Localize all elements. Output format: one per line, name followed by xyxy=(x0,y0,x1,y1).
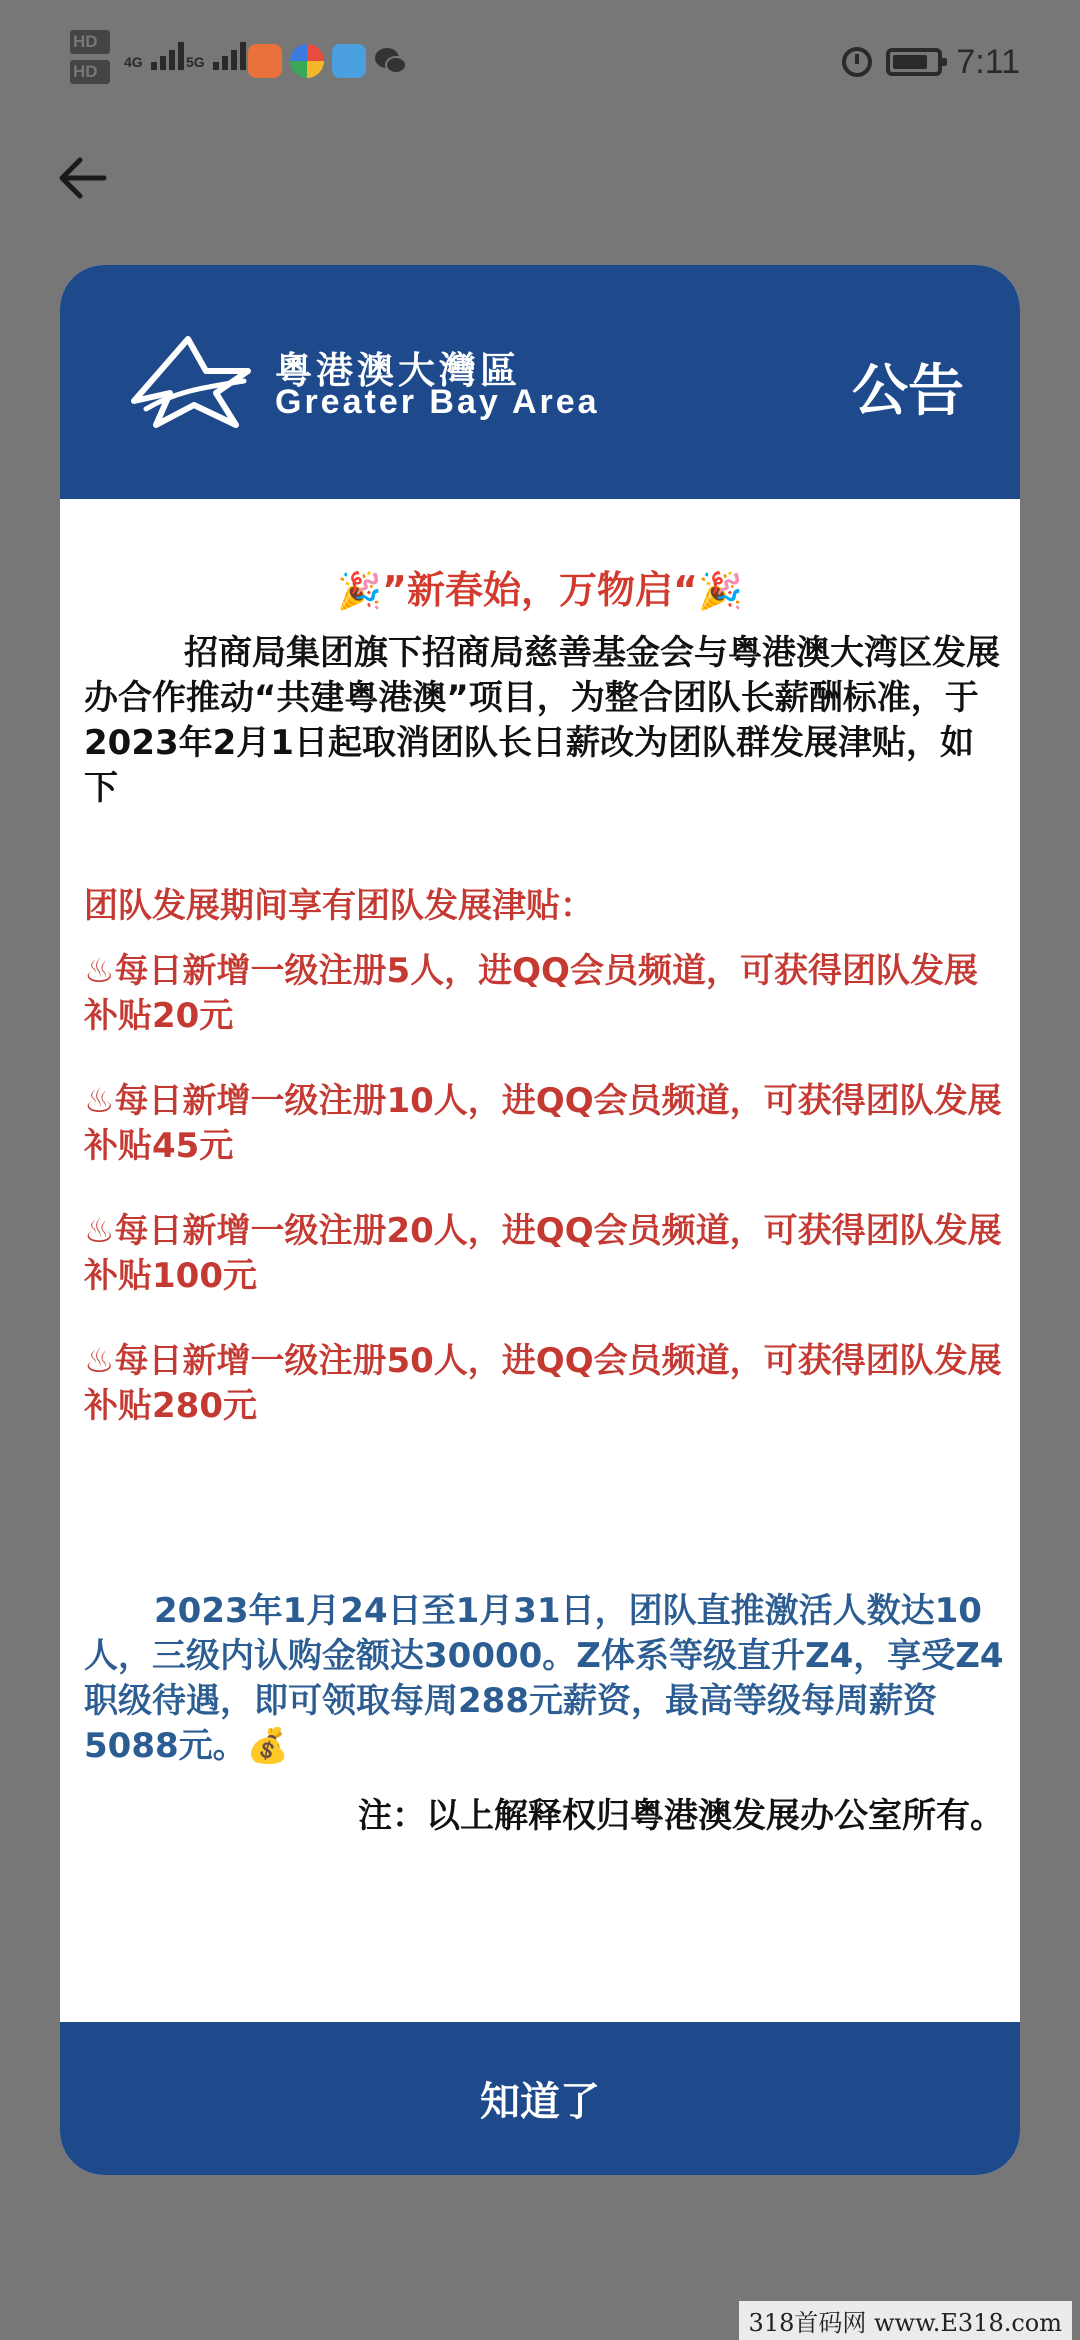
intro-paragraph: 招商局集团旗下招商局慈善基金会与粤港澳大湾区发展办合作推动“共建粤港澳”项目，为整合团队长薪酬标准，于2023年2月1日起取消团队长日薪改为团队群发展津贴，如下 xyxy=(84,633,1000,808)
copyright-note: 注：以上解释权归粤港澳发展办公室所有。 xyxy=(358,1796,1004,1836)
announcement-dialog xyxy=(60,265,1020,2175)
chat-app-icon xyxy=(332,44,366,78)
dialog-footer xyxy=(60,2022,1020,2175)
allowance-item: ♨每日新增一级注册20人，进QQ会员频道，可获得团队发展补贴100元 xyxy=(84,1211,1002,1296)
clock: 7:11 xyxy=(956,42,1020,81)
allowance-item: ♨每日新增一级注册10人，进QQ会员频道，可获得团队发展补贴45元 xyxy=(84,1081,1002,1166)
wechat-icon xyxy=(374,44,408,78)
battery-icon xyxy=(886,48,942,76)
dialog-header xyxy=(60,265,1020,499)
promotion-paragraph: 2023年1月24日至1月31日，团队直推激活人数达10人，三级内认购金额达30000。Z体系等级直升Z4，享受Z4职级待遇，即可领取每周288元薪资，最高等级每周薪资5088元。💰 xyxy=(84,1591,1004,1766)
party-popper-icon: 🎉 xyxy=(337,571,383,612)
status-bar xyxy=(0,0,1080,120)
hd-indicators xyxy=(70,30,110,90)
video-app-icon xyxy=(248,44,282,78)
network-type-2: 5G xyxy=(186,54,205,70)
logo-english-text: Greater Bay Area xyxy=(275,383,600,421)
party-popper-icon: 🎉 xyxy=(697,571,743,612)
arrow-left-icon[interactable] xyxy=(52,148,112,208)
hd-indicator-1: HD xyxy=(70,30,110,54)
signal-4g-icon xyxy=(124,42,187,70)
alarm-icon xyxy=(842,47,872,77)
notice-title-text: ”新春始，万物启“ xyxy=(382,568,698,612)
allowance-heading: 团队发展期间享有团队发展津贴： xyxy=(84,886,594,926)
announcement-label: 公告 xyxy=(852,359,964,424)
hd-indicator-2: HD xyxy=(70,60,110,84)
notice-title xyxy=(60,559,1020,614)
allowance-item: ♨每日新增一级注册50人，进QQ会员频道，可获得团队发展补贴280元 xyxy=(84,1341,1002,1426)
logo-chinese-text: 粵港澳大灣區 xyxy=(275,349,521,392)
allowance-item: ♨每日新增一级注册5人，进QQ会员频道，可获得团队发展补贴20元 xyxy=(84,951,978,1036)
dialog-body xyxy=(60,499,1020,2022)
network-type-1: 4G xyxy=(124,54,143,70)
browser-app-icon xyxy=(290,44,324,78)
confirm-button[interactable]: 知道了 xyxy=(480,2070,600,2127)
greater-bay-area-logo-icon xyxy=(126,331,256,431)
status-right xyxy=(842,40,1020,84)
watermark: 318首码网 www.E318.com xyxy=(739,2301,1072,2340)
signal-5g-icon xyxy=(186,42,249,70)
